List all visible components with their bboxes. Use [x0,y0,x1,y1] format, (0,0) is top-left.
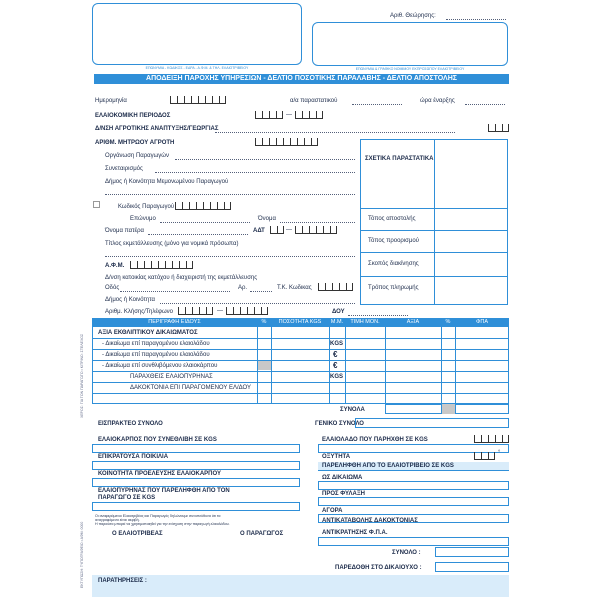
name-label: Όνομα [258,216,276,222]
period-dash: — [286,112,292,118]
aa-label: α/α παραστατικού [290,98,338,104]
variety-field[interactable] [92,461,300,470]
table-row-unit: € [333,361,338,370]
right-panel-sep [360,230,508,231]
storage-field[interactable] [318,497,509,506]
destination-label: Τόπος προορισμού [368,238,419,244]
right-panel-divider [434,139,435,305]
grand-total-label: ΓΕΝΙΚΟ ΣΥΝΟΛΟ [315,421,364,427]
as-right-label: ΩΣ ΔΙΚΑΙΩΜΑ [322,475,363,481]
period-start-input[interactable] [255,111,283,119]
coop-line[interactable] [155,172,355,173]
time-label: ώρα έναρξης [420,98,455,104]
header-unit-price: ΤΙΜΗ ΜΟΝ. [350,319,380,325]
afm-input[interactable] [130,261,193,269]
header-description: ΠΕΡΙΓΡΑΦΗ ΕΙΔΟΥΣ [148,319,201,325]
right-panel-sep [360,252,508,253]
id-number-input[interactable] [295,226,337,234]
row-line [92,360,509,361]
representative-caption: ΕΠΩΝΥΜΙΑ & ΓΡΑΦΙΚΟ ΝΟΜΙΜΟΥ ΕΚΠΡΟΣΩΠΟΥ ΕΛΑΙΟΤΡΙΒΕΙΟΥ [355,67,465,71]
table-row: ΠΑΡΑΧΘΕΙΣ ΕΛΑΙΟΠΥΡΗΝΑΣ [130,374,213,380]
mill-signature-label: Ο ΕΛΑΙΟΤΡΙΒΕΑΣ [112,531,163,537]
phone-label: Αριθμ. Κλήσης/Τηλέφωνο [105,309,173,315]
serial-label: Αριθ. Θεώρησης: [390,13,436,19]
postcode-label: Τ.Κ. Κωδικας [277,285,312,291]
table-row: ΑΞΙΑ ΕΚΘΛΙΠΤΙΚΟΥ ΔΙΚΑΙΩΜΑΤΟΣ [98,330,198,336]
municipality2-label: Δήμος ή Κοινότητα [105,297,156,303]
origin-label: ΚΟΙΝΟΤΗΤΑ ΠΡΟΕΛΕΥΣΗΣ ΕΛΑΙΟΚΑΡΠΟΥ [98,471,221,477]
right-panel-sep [360,208,508,209]
receipt-form [90,0,520,600]
period-end-input[interactable] [295,111,323,119]
phone-dash: — [217,308,223,314]
surname-line[interactable] [160,222,250,223]
declaration-line-3: Η παρούσα μπορεί να χρησιμοποιηθεί για την ενίσχυση στην παραγωγή ελαιολάδου. [95,522,230,526]
surname-label: Επώνυμο [130,216,156,222]
date-input[interactable] [170,96,226,104]
storage-label: ΠΡΟΣ ΦΥΛΑΞΗ [322,491,366,497]
table-row: ΔΑΚΟΚΤΟΝΙΑ ΕΠΙ ΠΑΡΑΓΟΜΕΝΟΥ ΕΛ/ΔΟΥ [130,385,251,391]
shaded-cell [258,361,271,370]
row-line [92,393,509,394]
collected-label: ΕΙΣΠΡΑΚΤΕΟ ΣΥΝΟΛΟ [98,421,163,427]
mill-info-box [92,3,302,65]
table-row-unit: € [333,350,338,359]
olive-kgs-field[interactable] [92,444,300,453]
registry-input[interactable] [255,138,318,146]
header-vat: ΦΠΑ [475,319,489,325]
address-label: Δ/νση κατοικίας κατόχου ή διαχειριστή της εκμετάλλευσης [105,275,258,281]
form-title: ΑΠΟΔΕΙΞΗ ΠΑΡΟΧΗΣ ΥΠΗΡΕΣΙΩΝ - ΔΕΛΤΙΟ ΠΟΣΟΤΙΚΗΣ ΠΑΡΑΛΑΒΗΣ - ΔΕΛΤΙΟ ΑΠΟΣΤΟΛΗΣ [94,74,509,84]
acidity-input[interactable] [474,452,495,460]
period-label: ΕΛΑΙΟΚΟΜΙΚΗ ΠΕΡΙΟΔΟΣ [95,113,171,119]
serial-line [446,19,506,20]
org-line[interactable] [175,159,355,160]
row-line [92,382,509,383]
pomace-label-2: ΠΑΡΑΓΩΓΟ ΣΕ KGS [98,495,156,501]
postcode-input[interactable] [318,283,353,291]
related-docs-label: ΣΧΕΤΙΚΑ ΠΑΡΑΣΤΑΤΙΚΑ [365,156,434,162]
declaration-line-2: αναγραφόμενα είναι ακριβή. [95,518,140,522]
pomace-label-1: ΕΛΑΙΟΠΥΡΗΝΑΣ ΠΟΥ ΠΑΡΕΛΗΦΘΗ ΑΠΟ ΤΟΝ [98,488,230,494]
oil-kgs-label: ΕΛΑΙΟΛΑΔΟ ΠΟΥ ΠΑΡΗΧΘΗ ΣΕ KGS [322,437,428,443]
acidity-label: ΟΞΥΤΗΤΑ [322,454,351,460]
origin-field[interactable] [92,478,300,487]
id-label: ΑΔΤ [253,228,265,234]
phone-prefix-input[interactable] [178,307,213,315]
right-panel-sep [360,276,508,277]
delivered-field[interactable] [435,562,509,572]
representative-box [312,22,508,66]
row-line [318,470,509,471]
municipality-line[interactable] [105,194,355,195]
afm-label: Α.Φ.Μ. [105,263,125,269]
payment-label: Τρόπος πληρωμής [368,285,419,291]
directorate-label: Δ/ΝΣΗ ΑΓΡΟΤΙΚΗΣ ΑΝΑΠΤΥΞΗΣ/ΓΕΩΡΓΙΑΣ [95,126,219,132]
directorate-line[interactable] [215,132,455,133]
father-line[interactable] [148,234,248,235]
producer-code-input[interactable] [175,202,231,210]
aa-line[interactable] [352,104,402,105]
municipality2-line[interactable] [160,303,355,304]
time-line[interactable] [465,104,505,105]
father-label: Όνομα πατέρα [105,228,145,234]
header-percent: % [261,319,267,325]
purchase-label: ΑΓΟΡΑ [322,508,343,514]
business-title-label: Τίτλος εκμετάλλευσης (μόνο για νομικά πρόσωπα) [105,241,239,247]
purpose-label: Σκοπός διακίνησης [368,261,419,267]
col-line [455,404,456,414]
dispatch-place-label: Τόπος αποστολής [368,216,416,222]
street-label: Οδός [105,285,120,291]
pest-refund-label: ΑΝΤΙΚΑΤΑΒΟΛΗΣ ΔΑΚΟΚΤΟΝΙΑΣ [322,518,418,524]
vat-refund-field[interactable] [318,537,509,546]
registry-label: ΑΡΙΘΜ. ΜΗΤΡΩΟΥ ΑΓΡΟΤΗ [95,140,175,146]
olive-kgs-label: ΕΛΑΙΟΚΑΡΠΟΣ ΠΟΥ ΣΥΝΕΘΛΙΒΗ ΣΕ KGS [98,437,217,443]
pomace-field[interactable] [92,502,300,511]
number-label: Αρ. [238,285,248,291]
sum-field[interactable] [435,547,509,557]
variety-label: ΕΠΙΚΡΑΤΟΥΣΑ ΠΟΙΚΙΛΙΑ [98,454,169,460]
row-line [92,371,509,372]
producer-signature-label: Ο ΠΑΡΑΓΩΓΟΣ [240,531,284,537]
table-row: - Δικαίωμα επί παραγομένου ελαιολάδου [102,352,210,358]
sum-label: ΣΥΝΟΛΟ : [392,550,421,556]
municipality-label: Δήμος ή Κοινότητα Μεμονωμένου Παραγωγού [105,179,229,185]
acidity-degree: ° [498,450,501,456]
row-line [92,349,509,350]
table-row: - Δικαίωμα επί παραγομένου ελαιολάδου [102,341,210,347]
street-line[interactable] [120,291,230,292]
producer-code-label: Κωδικός Παραγωγού [118,204,175,210]
delivered-label: ΠΑΡΕΔΟΘΗ ΣΤΟ ΔΙΚΑΙΟΥΧΟ : [335,565,422,571]
business-title-line[interactable] [105,256,355,257]
doy-label: ΔΟΥ [332,309,345,315]
id-dash: — [286,227,292,233]
table-row-unit: KGS [330,341,344,347]
remarks-area[interactable] [92,575,509,597]
vat-refund-label: ΑΝΤΙΚΡΑΤΗΣΗΣ Φ.Π.Α. [322,530,388,536]
table-row-unit: KGS [330,374,344,380]
date-label: Ημερομηνία [95,98,127,104]
doy-line[interactable] [348,315,408,316]
directorate-code-input[interactable] [488,124,509,132]
totals-label: ΣΥΝΟΛΑ [340,407,365,413]
mill-info-caption: ΕΠΩΝΥΜΙΑ - ΚΩΔΙΚΟΣ - ΕΔΡΑ - Α.Φ.Μ. & ΤΗΛ. ΕΛΑΙΟΤΡΙΒΕΙΟΥ [145,66,249,70]
received-label: ΠΑΡΕΛΗΦΘΗ ΑΠΟ ΤΟ ΕΛΑΙΟΤΡΙΒΕΙΟ ΣΕ KGS [322,463,454,469]
org-label: Οργάνωση Παραγωγών [105,153,169,159]
row-line [92,338,509,339]
coop-label: Συνεταιρισμός [105,166,143,172]
declaration-line-1: Οι αναφερόμενοι Ελαιοτριβέας και Παραγωγός δηλώνουμε συνυπεύθυνα ότι τα [95,514,221,518]
phone-number-input[interactable] [226,307,268,315]
header-unit: Μ.Μ. [330,319,344,325]
table-row: - Δικαίωμα επί συνθλιβόμενου ελαιοκάρπου [102,363,218,369]
remarks-label: ΠΑΡΑΤΗΡΗΣΕΙΣ : [98,578,147,584]
as-right-field[interactable] [318,481,509,490]
side-note-top: ΧΕΡΟΣ: ΓΙΑ ΤΟΝ ΠΑΡΑΓΩΓΟ • ΚΙΤΡΙΝΟ: ΣΤΕΛΕΧΟΣ [80,333,84,418]
producer-checkbox[interactable] [93,201,100,208]
name-line[interactable] [280,222,355,223]
header-value: ΑΞΙΑ [406,319,420,325]
id-prefix-input[interactable] [270,226,284,234]
header-quantity: ΠΟΣΟΤΗΤΑ KGS [278,319,322,325]
header-vat-percent: % [445,319,451,325]
shaded-cell [442,404,455,414]
grand-total-field[interactable] [355,418,509,428]
side-note-bottom: ΕΚΤΥΠΩΣΗ: ΤΥΠΟΓΡΑΦΕΙΟ • ΑΦΜ: 0000 [80,521,84,588]
number-line[interactable] [250,291,272,292]
oil-kgs-input[interactable] [474,435,509,443]
